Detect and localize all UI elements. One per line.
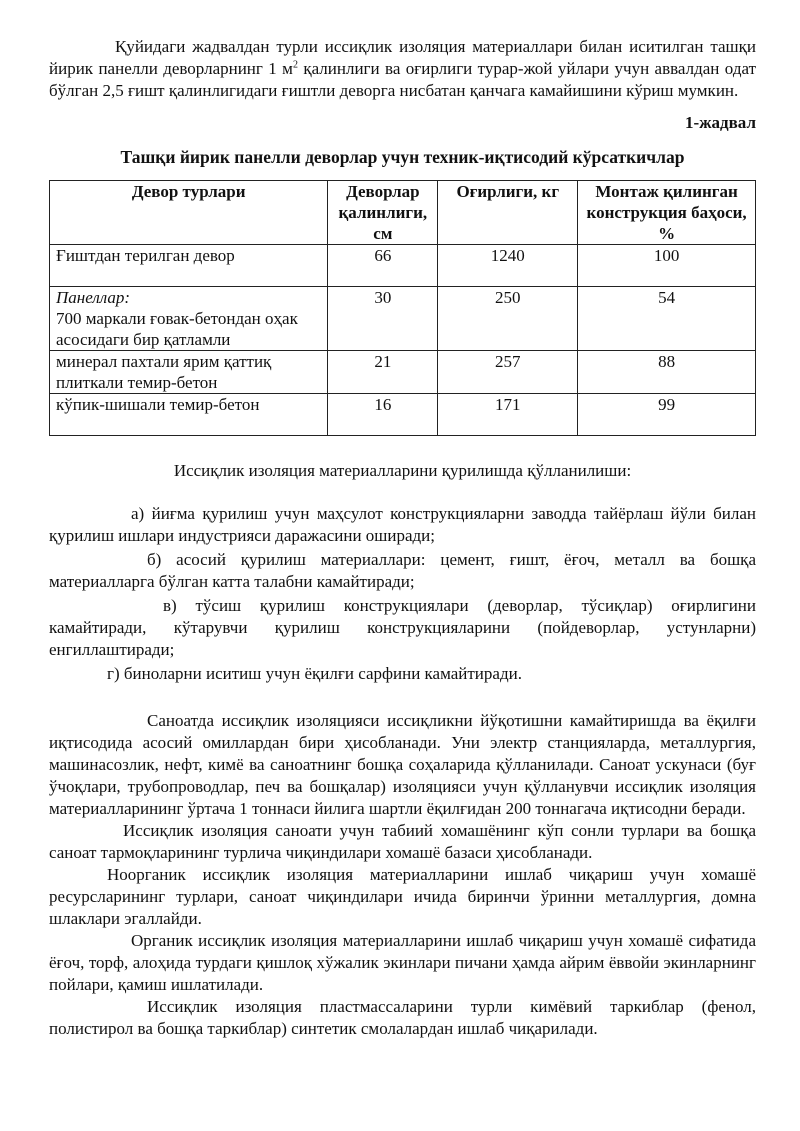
cell-wall-type	[50, 287, 328, 351]
intro-text-part1: Қуйидаги жадвалдан турли иссиқлик изоляция материаллари билан иситилган ташқи йирик панелли деворларнинг 1 м	[49, 37, 756, 78]
cell-cost: 100	[578, 245, 756, 287]
cell-weight: 171	[438, 394, 578, 436]
cell-thickness: 30	[328, 287, 438, 351]
table-header-row	[50, 181, 756, 245]
cell-thickness: 21	[328, 351, 438, 394]
list-item: а) йиғма қурилиш учун маҳсулот конструкцияларни заводда тайёрлаш йўли билан қурилиш ишлари индустрияси даражасини оширади;	[49, 504, 756, 545]
body-paragraph: Саноатда иссиқлик изоляцияси иссиқликни йўқотишни камайтиришда ва ёқилғи иқтисодида асосий омиллардан бири ҳисобланади. Уни электр станцияларда, металлургия, машинасозлик, нефт, кимё ва саноатнинг бошқа соҳаларида қўлланилади. Саноат ускунаси (буғ ўчоқлари, трубопроводлар, печ ва бошқалар) изоляцияси учун қўлланувчи иссиқлик изоляция материалларининг ўртача 1 тоннаси йилига шартли ёқилғидан 200 тоннагача иқтисодни беради.	[49, 711, 756, 818]
cell-wall-type: кўпик-шишали темир-бетон	[50, 394, 328, 436]
usage-heading: Иссиқлик изоляция материалларини қурилишда қўлланилиши:	[173, 461, 632, 480]
document-page	[49, 36, 756, 1040]
table-row	[50, 351, 756, 394]
header-thickness: Деворлар қалинлиги, см	[328, 181, 438, 245]
cell-wall-type: минерал пахтали ярим қаттиқ плиткали темир-бетон	[50, 351, 328, 394]
list-item: в) тўсиш қурилиш конструкциялари (деворлар, тўсиқлар) оғирлигини камайтиради, кўтарувчи қурилиш конструкцияларини (пойдеворлар, устунларни) енгиллаштиради;	[49, 596, 756, 659]
panel-type-text: 700 маркали ғовак-бетондан оҳак асосидаги бир қатламли	[56, 309, 298, 349]
cell-weight: 250	[438, 287, 578, 351]
usage-list	[49, 503, 756, 685]
cell-thickness: 16	[328, 394, 438, 436]
table-caption: 1-жадвал	[685, 113, 756, 132]
cell-cost: 88	[578, 351, 756, 394]
cell-weight: 1240	[438, 245, 578, 287]
cell-cost: 99	[578, 394, 756, 436]
list-item: г) биноларни иситиш учун ёқилғи сарфини камайтиради.	[107, 664, 522, 683]
body-paragraph: Органик иссиқлик изоляция материалларини ишлаб чиқариш учун хомашё сифатида ёғоч, торф, алоҳида турдаги қишлоқ хўжалик экинлари пичани ҳамда айрим ёввойи экинларнинг пойлари, қамиш ишлатилади.	[49, 931, 756, 994]
table-row	[50, 287, 756, 351]
cell-thickness: 66	[328, 245, 438, 287]
indicators-table	[49, 180, 756, 436]
intro-text-part2: қалинлиги ва оғирлиги турар-жой уйлари учун аввалдан одат бўлган 2,5 ғишт қалинлигидаги ғиштли деворга нисбатан қанчага камайишини кўриш мумкин.	[49, 59, 756, 100]
intro-superscript: 2	[292, 59, 298, 71]
table-row	[50, 245, 756, 287]
header-cost: Монтаж қилинган конструкция баҳоси, %	[578, 181, 756, 245]
body-text	[49, 710, 756, 1040]
list-item: б) асосий қурилиш материаллари: цемент, ғишт, ёғоч, металл ва бошқа материалларга бўлган катта талабни камайтиради;	[49, 550, 756, 591]
table-title: Ташқи йирик панелли деворлар учун техник-иқтисодий кўрсаткичлар	[120, 147, 685, 167]
body-paragraph: Иссиқлик изоляция пластмассаларини турли кимёвий таркиблар (фенол, полистирол ва бошқа таркиблар) синтетик смолалардан ишлаб чиқарилади.	[49, 997, 756, 1038]
header-wall-type: Девор турлари	[50, 181, 328, 245]
body-paragraph: Иссиқлик изоляция саноати учун табиий хомашёнинг кўп сонли турлари ва бошқа саноат тармоқларининг турлича чиқиндилари хомашё базаси ҳисобланади.	[49, 821, 756, 862]
header-weight: Оғирлиги, кг	[438, 181, 578, 245]
table-row	[50, 394, 756, 436]
cell-cost: 54	[578, 287, 756, 351]
cell-wall-type: Ғиштдан терилган девор	[50, 245, 328, 287]
body-paragraph: Ноорганик иссиқлик изоляция материалларини ишлаб чиқариш учун хомашё ресурсларининг турлари, саноат чиқиндилари ичида биринчи ўринни металлургия, домна шлаклари эгаллайди.	[49, 865, 756, 928]
cell-weight: 257	[438, 351, 578, 394]
intro-paragraph	[49, 36, 756, 102]
panels-label: Панеллар:	[56, 288, 131, 307]
